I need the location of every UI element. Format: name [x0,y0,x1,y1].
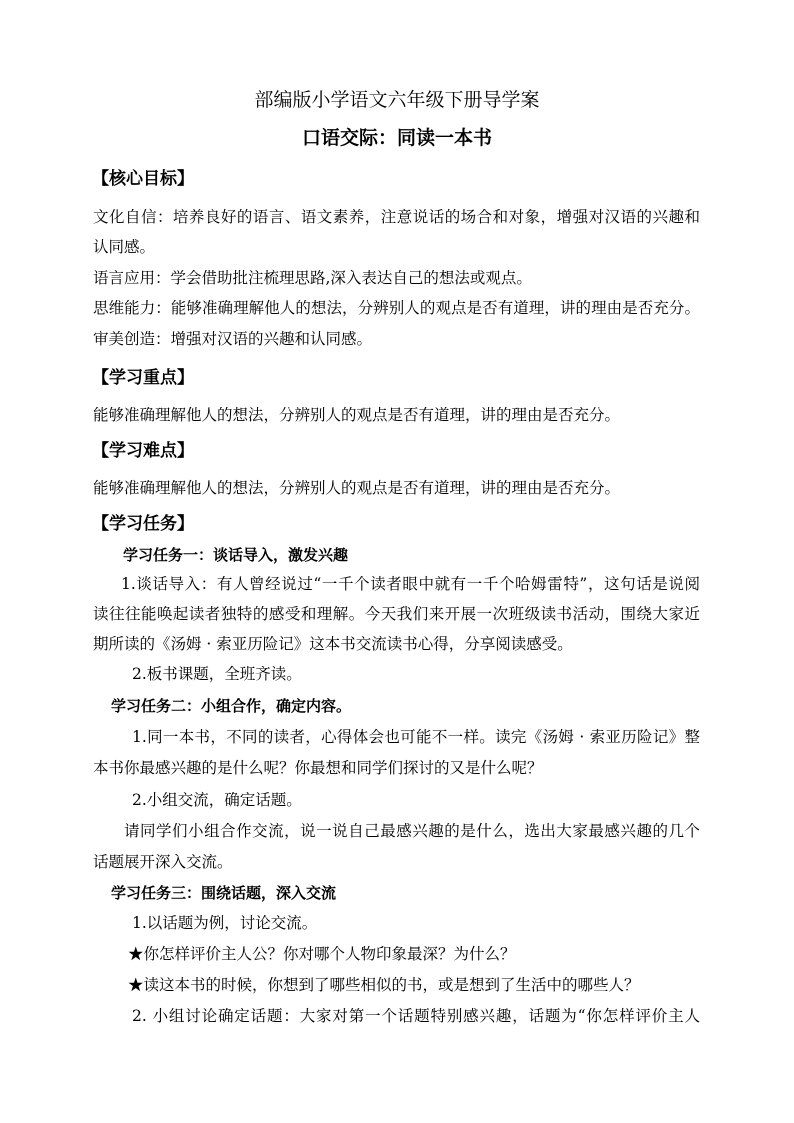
goals-line-5: 审美创造：增强对汉语的兴趣和认同感。 [93,330,373,348]
task1-line-3: 期所读的《汤姆 · 索亚历险记》这本书交流读书心得，分享阅读感受。 [93,635,573,653]
document-title: 部编版小学语文六年级下册导学案 [254,89,540,111]
task2-line-4: 请同学们小组合作交流，说一说自己最感兴趣的是什么，选出大家最感兴趣的几个 [124,822,700,840]
goals-line-3: 语言应用：学会借助批注梳理思路,深入表达自己的想法或观点。 [93,269,532,287]
task2-line-3: 2.小组交流，确定话题。 [132,791,302,809]
section-heading-key-points: 【学习重点】 [92,368,194,388]
task1-line-1: 1.谈话导入：有人曾经说过“一千个读者眼中就有一千个哈姆雷特”，这句话是说阅 [121,575,700,593]
section-heading-tasks: 【学习任务】 [92,514,194,534]
task2-line-2: 本书你最感兴趣的是什么呢？你最想和同学们探讨的又是什么呢？ [93,759,543,777]
section-heading-goals: 【核心目标】 [92,169,194,189]
goals-line-2: 认同感。 [93,238,156,256]
goals-line-1: 文化自信：培养良好的语言、语文素养，注意说话的场合和对象，增强对汉语的兴趣和 [93,208,700,226]
task2-line-1: 1.同一本书，不同的读者，心得体会也可能不一样。读完《汤姆 · 索亚历险记》整 [132,728,700,746]
section-heading-difficulties: 【学习难点】 [92,441,194,461]
key-points-text: 能够准确理解他人的想法，分辨别人的观点是否有道理，讲的理由是否充分。 [93,406,621,424]
task1-line-4: 2.板书课题，全班齐读。 [132,665,302,683]
task1-title: 学习任务一：谈话导入，激发兴趣 [123,546,349,564]
task3-line-1: 1.以话题为例，讨论交流。 [132,914,318,932]
task3-line-4: 2. 小组讨论确定话题：大家对第一个话题特别感兴趣，话题为“你怎样评价主人 [132,1007,700,1025]
task1-line-2: 读往往能唤起读者独特的感受和理解。今天我们来开展一次班级读书活动，围绕大家近 [93,605,700,623]
difficulties-text: 能够准确理解他人的想法，分辨别人的观点是否有道理，讲的理由是否充分。 [93,479,621,497]
task3-line-3: ★读这本书的时候，你想到了哪些相似的书，或是想到了生活中的哪些人？ [128,976,640,994]
task2-title: 学习任务二：小组合作，确定内容。 [111,697,352,715]
task2-line-5: 话题展开深入交流。 [93,853,233,871]
task3-title: 学习任务三：围绕话题，深入交流 [111,884,337,902]
document-subtitle: 口语交际：同读一本书 [301,127,492,149]
goals-line-4: 思维能力：能够准确理解他人的想法，分辨别人的观点是否有道理，讲的理由是否充分。 [93,299,700,317]
task3-line-2: ★你怎样评价主人公？你对哪个人物印象最深？为什么？ [128,945,516,963]
